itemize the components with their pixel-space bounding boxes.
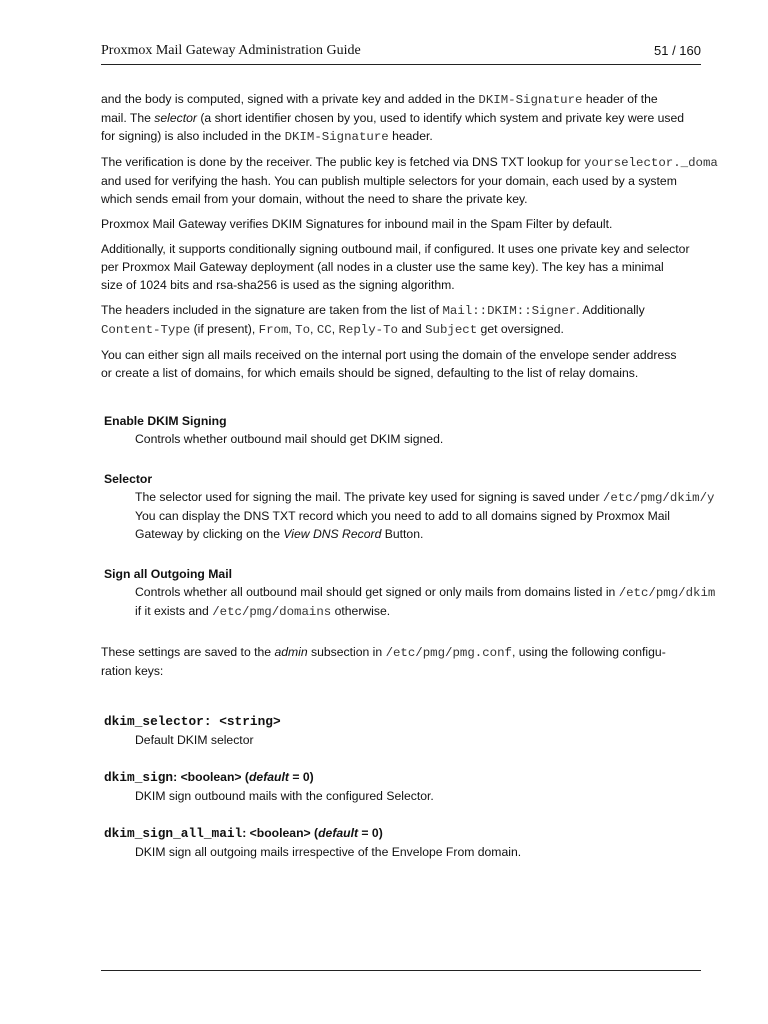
- code-dkim-signature: DKIM-Signature: [478, 93, 583, 107]
- text: Gateway by clicking on the: [135, 527, 284, 541]
- config-key-type: : <string>: [203, 714, 281, 729]
- option-description: Controls whether outbound mail should get DKIM signed.: [135, 432, 444, 446]
- text: ,: [331, 322, 339, 336]
- code-dkim-path: /etc/pmg/dkim: [618, 586, 716, 600]
- text: ,: [310, 322, 317, 336]
- text: , using the following configu-: [511, 645, 666, 659]
- config-key-description: DKIM sign outbound mails with the configured Selector.: [135, 789, 434, 803]
- footer-rule: [101, 970, 701, 971]
- text: The verification is done by the receiver. The public key is fetched via DNS TXT lookup for: [101, 155, 584, 169]
- document-title: Proxmox Mail Gateway Administration Guide: [101, 43, 361, 58]
- paragraph-dkim-signature: [101, 90, 741, 146]
- emphasis-view-dns-record: View DNS Record: [283, 527, 382, 541]
- text: ,: [288, 322, 296, 336]
- text: get oversigned.: [477, 322, 564, 336]
- code-domains-path: /etc/pmg/domains: [212, 605, 332, 619]
- option-sign-all-outgoing-mail: [101, 565, 741, 621]
- config-key-default-value: = 0): [288, 770, 314, 784]
- paragraph-settings-saved: [101, 643, 741, 680]
- text: The headers included in the signature are taken from the list of: [101, 303, 443, 317]
- option-description: You can display the DNS TXT record which you need to add to all domains signed by Proxmox Mail: [135, 509, 670, 523]
- paragraph-headers: [101, 301, 741, 339]
- text: Controls whether all outbound mail should get signed or only mails from domains listed in: [135, 585, 619, 599]
- page-header: [101, 40, 701, 65]
- text-line: which sends email from your domain, without the need to share the private key.: [101, 192, 528, 206]
- page-number: 51 / 160: [654, 43, 701, 58]
- text: Button.: [381, 527, 424, 541]
- text: (if present),: [190, 322, 259, 336]
- config-key-dkim-sign-all-mail: [101, 824, 741, 861]
- option-term: Sign all Outgoing Mail: [104, 567, 232, 581]
- config-key-default-value: = 0): [358, 826, 383, 840]
- text: The selector used for signing the mail. The private key used for signing is saved under: [135, 490, 603, 504]
- text-line: or create a list of domains, for which emails should be signed, defaulting to the list of relay domains.: [101, 366, 639, 380]
- text-line: per Proxmox Mail Gateway deployment (all nodes in a cluster use the same key). The key has a minimal: [101, 260, 664, 274]
- code-content-type: Content-Type: [101, 323, 191, 337]
- config-key-type: : <boolean> (: [242, 826, 319, 840]
- option-selector: [101, 470, 741, 543]
- config-key-dkim-selector: [101, 712, 741, 749]
- config-key-type: : <boolean> (: [173, 770, 249, 784]
- emphasis-admin: admin: [274, 645, 308, 659]
- code-yourselector: yourselector._doma: [584, 156, 718, 170]
- option-term: Selector: [104, 472, 153, 486]
- paragraph-inbound: [101, 215, 741, 233]
- paragraph-outbound: [101, 240, 741, 294]
- text-line: and used for verifying the hash. You can publish multiple selectors for your domain, each used by a system: [101, 174, 677, 188]
- page-body: [101, 90, 741, 861]
- text-line: ration keys:: [101, 664, 164, 678]
- code-to: To: [295, 323, 311, 337]
- paragraph-verification: [101, 153, 741, 208]
- text: header of the: [582, 92, 658, 106]
- text: otherwise.: [331, 604, 391, 618]
- config-key-default-label: default: [318, 826, 359, 840]
- text: header.: [388, 129, 433, 143]
- text: (a short identifier chosen by you, used to identify which system and private key were used: [196, 111, 685, 125]
- text-line: You can either sign all mails received on the internal port using the domain of the envelope sender address: [101, 348, 677, 362]
- config-key-description: DKIM sign all outgoing mails irrespective of the Envelope From domain.: [135, 845, 522, 859]
- emphasis-selector: selector: [154, 111, 197, 125]
- text: if it exists and: [135, 604, 213, 618]
- config-key-description: Default DKIM selector: [135, 733, 254, 747]
- text: and the body is computed, signed with a private key and added in the: [101, 92, 479, 106]
- config-key-name: dkim_sign: [104, 770, 174, 785]
- config-key-name: dkim_sign_all_mail: [104, 826, 243, 841]
- config-key-name: dkim_selector: [104, 714, 204, 729]
- option-enable-dkim-signing: [101, 412, 741, 448]
- text-line: size of 1024 bits and rsa-sha256 is used as the signing algorithm.: [101, 278, 455, 292]
- code-dkim-signer: Mail::DKIM::Signer: [442, 304, 577, 318]
- text: . Additionally: [576, 303, 645, 317]
- code-subject: Subject: [425, 323, 478, 337]
- config-key-default-label: default: [248, 770, 289, 784]
- text-line: Proxmox Mail Gateway verifies DKIM Signatures for inbound mail in the Spam Filter by default.: [101, 217, 613, 231]
- code-cc: CC: [316, 323, 332, 337]
- code-pmg-conf: /etc/pmg/pmg.conf: [385, 646, 512, 660]
- text: subsection in: [307, 645, 386, 659]
- code-reply-to: Reply-To: [338, 323, 398, 337]
- code-dkim-path: /etc/pmg/dkim/y: [602, 491, 715, 505]
- text-line: Additionally, it supports conditionally signing outbound mail, if configured. It uses one private key and selector: [101, 242, 690, 256]
- paragraph-sign-options: [101, 346, 741, 382]
- text: and: [397, 322, 426, 336]
- code-dkim-signature: DKIM-Signature: [284, 130, 389, 144]
- text: for signing) is also included in the: [101, 129, 285, 143]
- text: mail. The: [101, 111, 155, 125]
- option-term: Enable DKIM Signing: [104, 414, 227, 428]
- text: These settings are saved to the: [101, 645, 275, 659]
- code-from: From: [258, 323, 289, 337]
- config-key-dkim-sign: [101, 768, 741, 805]
